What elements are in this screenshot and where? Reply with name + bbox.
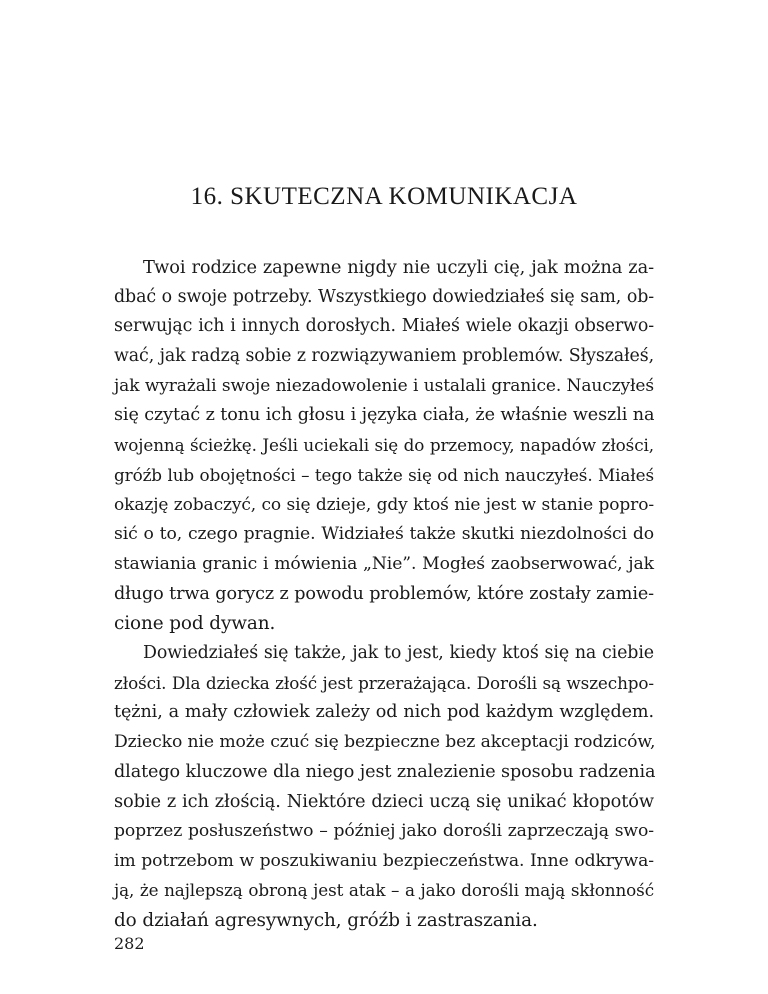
text-line: Twoi rodzice zapewne nigdy nie uczyli cię, jak można za- xyxy=(143,257,654,278)
paragraph-2 xyxy=(114,639,654,936)
paragraph-1 xyxy=(114,253,654,639)
text-line: okazję zobaczyć, co się dzieje, gdy ktoś nie jest w stanie popro- xyxy=(114,494,654,515)
text-line: długo trwa gorycz z powodu problemów, które zostały zamie- xyxy=(114,583,654,604)
text-line: im potrzebom w poszukiwaniu bezpieczeństwa. Inne odkrywa- xyxy=(114,850,654,871)
text-line: wać, jak radzą sobie z rozwiązywaniem problemów. Słyszałeś, xyxy=(114,346,654,367)
text-line: Dziecko nie może czuć się bezpieczne bez akceptacji rodziców, xyxy=(114,732,656,752)
text-line: cione pod dywan. xyxy=(114,613,276,635)
text-line: sobie z ich złością. Niektóre dzieci uczą się unikać kłopotów xyxy=(114,791,654,813)
text-line: gróźb lub obojętności – tego także się od nich nauczyłeś. Miałeś xyxy=(114,464,654,485)
text-line: do działań agresywnych, gróźb i zastraszania. xyxy=(114,910,538,932)
text-line: serwując ich i innych dorosłych. Miałeś wiele okazji obserwo- xyxy=(114,316,654,337)
text-line: jak wyrażali swoje niezadowolenie i ustalali granice. Nauczyłeś xyxy=(114,375,654,396)
text-line: sić o to, czego pragnie. Widziałeś także skutki niezdolności do xyxy=(114,524,654,545)
text-line: wojenną ścieżkę. Jeśli uciekali się do przemocy, napadów złości, xyxy=(114,435,654,456)
text-line: się czytać z tonu ich głosu i języka ciała, że właśnie weszli na xyxy=(114,405,655,426)
text-line: złości. Dla dziecka złość jest przerażająca. Dorośli są wszechpo- xyxy=(114,672,654,693)
text-line: ją, że najlepszą obroną jest atak – a jako dorośli mają skłonność xyxy=(114,880,654,901)
page-number: 282 xyxy=(114,934,145,953)
text-line: poprzez posłuszeństwo – później jako dorośli zaprzeczają swo- xyxy=(114,821,654,842)
text-line: stawiania granic i mówienia „Nie”. Mogłeś zaobserwować, jak xyxy=(114,553,654,574)
text-line: Dowiedziałeś się także, jak to jest, kiedy ktoś się na ciebie xyxy=(143,642,654,663)
text-line: dlatego kluczowe dla niego jest znalezienie sposobu radzenia xyxy=(114,761,656,782)
body-text xyxy=(114,253,654,936)
text-line: tężni, a mały człowiek zależy od nich pod każdym względem. xyxy=(114,702,654,723)
text-line: dbać o swoje potrzeby. Wszystkiego dowiedziałeś się sam, ob- xyxy=(114,286,654,307)
chapter-title: 16. SKUTECZNA KOMUNIKACJA xyxy=(190,183,578,210)
